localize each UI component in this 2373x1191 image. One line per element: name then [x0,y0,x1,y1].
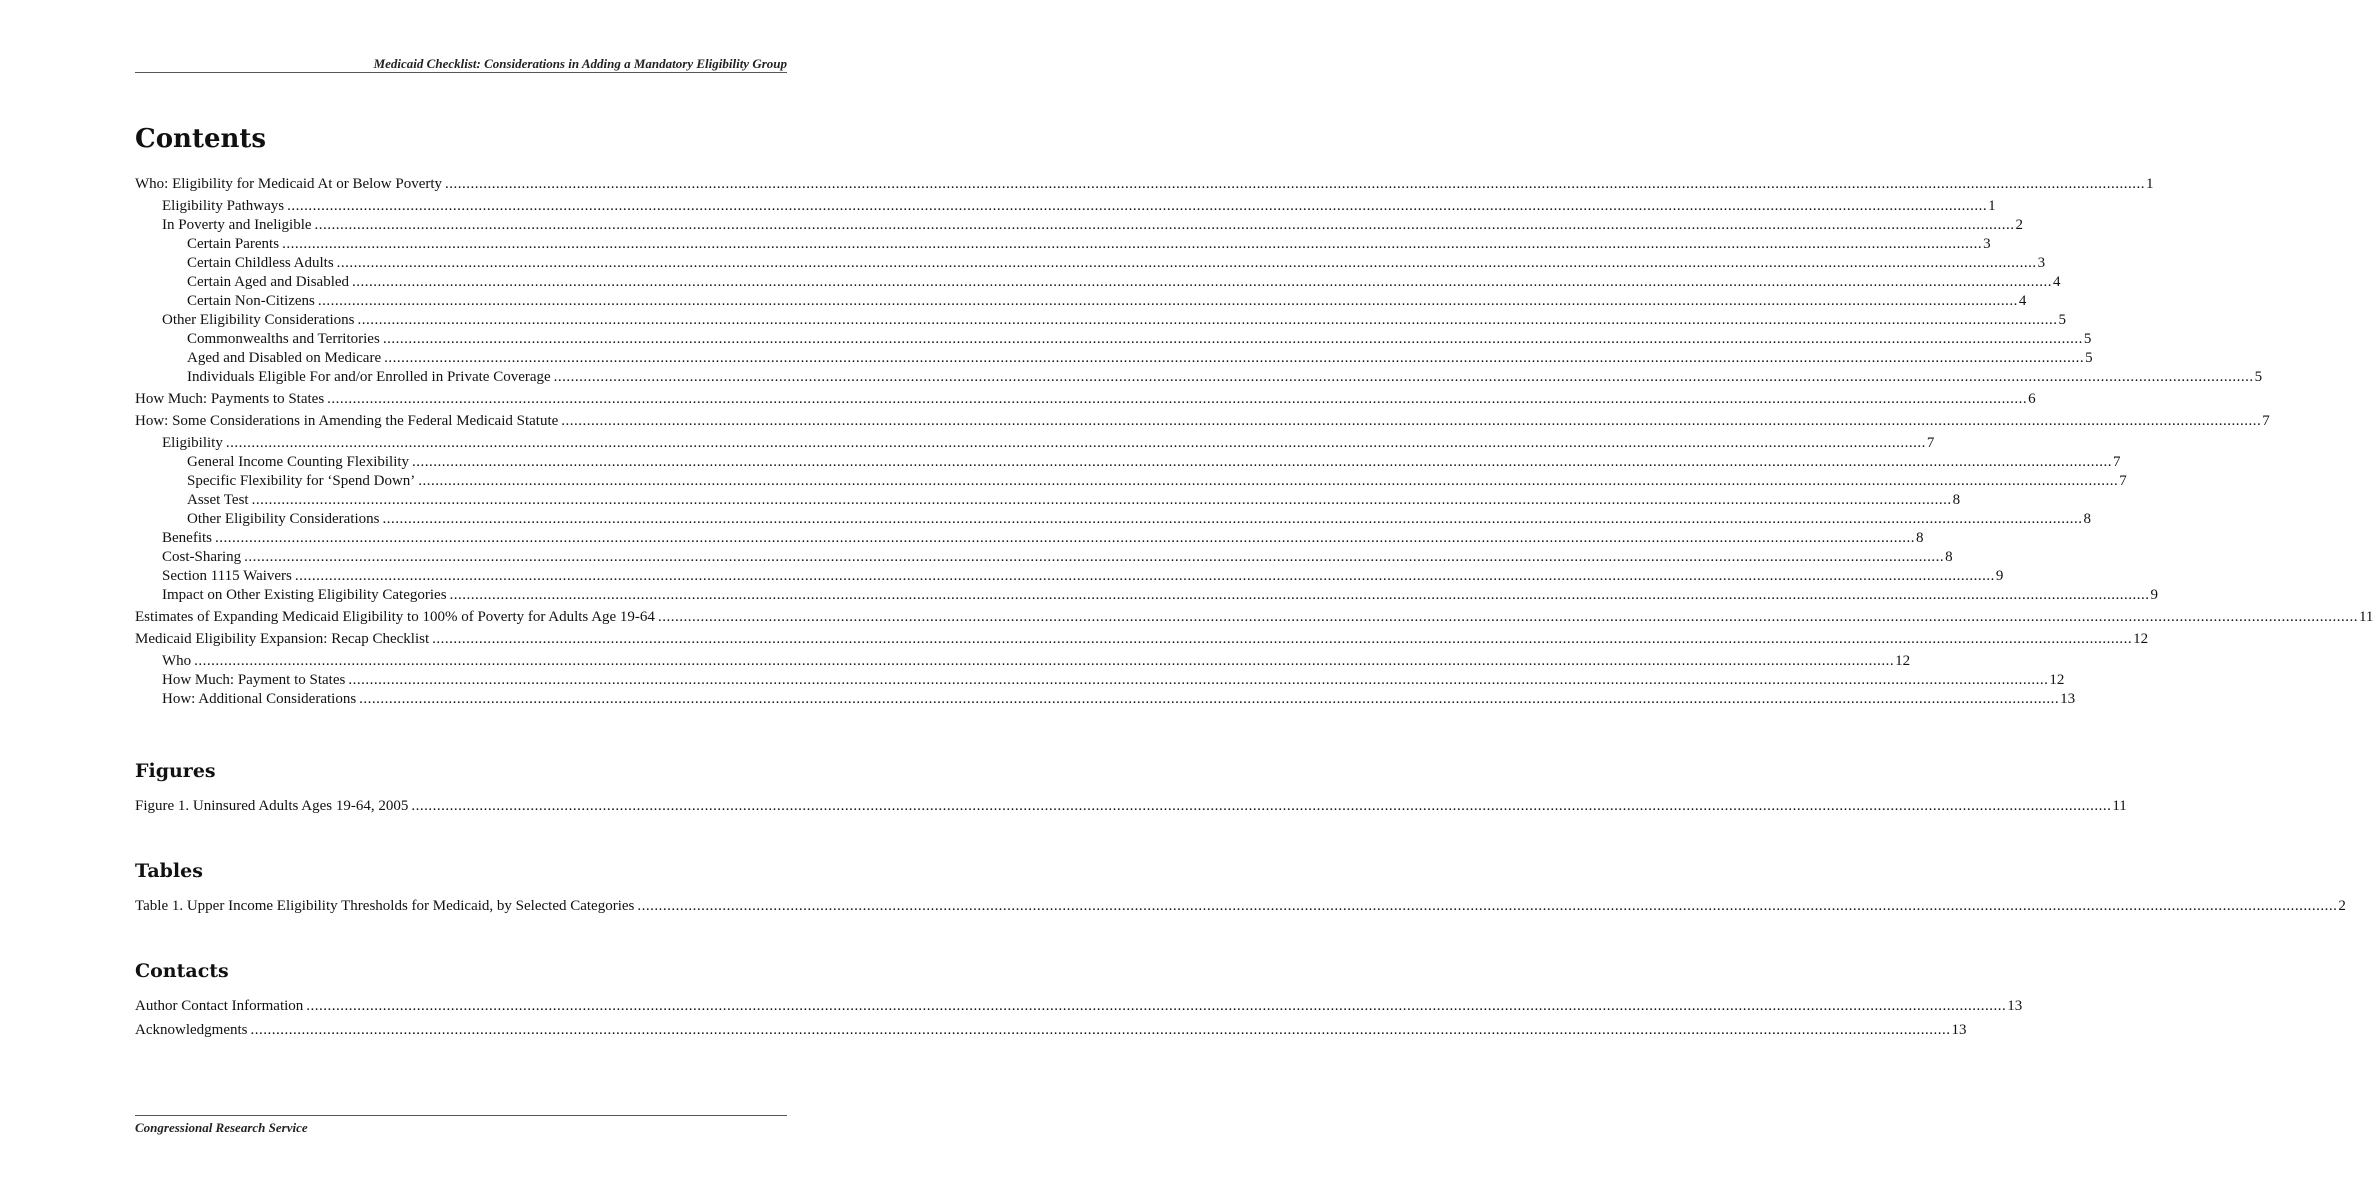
toc-entry[interactable] [135,368,2263,387]
dot-leader: ................................................................................................................................................................................................................................................................................................................................................................................................................ [352,274,2053,290]
running-footer: Congressional Research Service [135,1120,308,1135]
toc-entry[interactable] [135,311,2066,330]
toc-entry[interactable] [135,216,2024,235]
dot-leader: ................................................................................................................................................................................................................................................................................................................................................................................................................ [382,511,2083,527]
toc-entry-label: Eligibility [162,435,223,451]
toc-entry-label: Benefits [162,530,212,546]
dot-leader: ................................................................................................................................................................................................................................................................................................................................................................................................................ [287,198,1988,214]
dot-leader: ................................................................................................................................................................................................................................................................................................................................................................................................................ [336,255,2037,271]
toc-entry-label: Who: Eligibility for Medicaid At or Below Poverty [135,176,443,192]
dot-leader: ................................................................................................................................................................................................................................................................................................................................................................................................................ [553,369,2254,385]
dot-leader: ................................................................................................................................................................................................................................................................................................................................................................................................................ [225,435,1926,451]
toc-entry-page-number: 13 [2060,691,2076,707]
dot-leader: ................................................................................................................................................................................................................................................................................................................................................................................................................ [382,331,2083,347]
toc-entry[interactable] [135,652,1911,671]
dot-leader: ................................................................................................................................................................................................................................................................................................................................................................................................................ [314,217,2015,233]
dot-leader: ................................................................................................................................................................................................................................................................................................................................................................................................................ [449,587,2150,603]
toc-entry[interactable] [135,491,1961,510]
toc-entry[interactable] [135,349,2093,368]
toc-entry-page-number: 7 [1926,435,1935,451]
dot-leader: ................................................................................................................................................................................................................................................................................................................................................................................................................ [412,454,2113,470]
toc-entry[interactable] [135,529,1924,548]
toc-entry-page-number: 11 [2112,798,2127,814]
toc-entry-label: Individuals Eligible For and/or Enrolled in Private Coverage [187,369,551,385]
toc-entry-page-number: 12 [1895,653,1911,669]
header-rule [135,72,787,73]
toc-entry-page-number: 8 [1952,492,1961,508]
toc-entry-label: Asset Test [187,492,249,508]
dot-leader: ................................................................................................................................................................................................................................................................................................................................................................................................................ [561,413,2262,429]
dot-leader: ................................................................................................................................................................................................................................................................................................................................................................................................................ [250,1022,1951,1038]
toc-entry-page-number: 6 [2028,391,2036,407]
toc-entry-label: How: Additional Considerations [162,691,357,707]
toc-entry-page-number: 2 [2338,898,2346,914]
toc-entry-label: Certain Parents [187,236,280,252]
toc-entry[interactable] [135,453,2121,472]
toc-entry-page-number: 4 [2053,274,2061,290]
toc-entry-label: Author Contact Information [135,998,304,1014]
toc-entry-page-number: 13 [1951,1022,1967,1038]
toc-entry[interactable] [135,390,2036,409]
toc-entry[interactable] [135,548,1953,567]
toc-entry-page-number: 12 [2049,672,2065,688]
figures-heading: Figures [135,760,216,782]
toc-entry-page-number: 13 [2007,998,2023,1014]
toc-entry-label: How Much: Payments to States [135,391,325,407]
contacts-heading: Contacts [135,960,229,982]
toc-entry-label: Who [162,653,192,669]
toc-entry-page-number: 11 [2358,609,2373,625]
toc-entry-label: Eligibility Pathways [162,198,285,214]
dot-leader: ................................................................................................................................................................................................................................................................................................................................................................................................................ [637,898,2338,914]
toc-entry-label: General Income Counting Flexibility [187,454,410,470]
toc-entry[interactable] [135,434,1935,453]
dot-leader: ................................................................................................................................................................................................................................................................................................................................................................................................................ [244,549,1945,565]
toc-entry-page-number: 1 [1988,198,1996,214]
toc-entry-label: In Poverty and Ineligible [162,217,312,233]
toc-entry[interactable] [135,897,2346,916]
toc-entry-label: Table 1. Upper Income Eligibility Thresholds for Medicaid, by Selected Categories [135,898,635,914]
toc-entry-page-number: 7 [2113,454,2121,470]
toc-entry-label: Impact on Other Existing Eligibility Categories [162,587,447,603]
toc-entry-label: Figure 1. Uninsured Adults Ages 19-64, 2005 [135,798,409,814]
toc-entry-page-number: 8 [1945,549,1953,565]
dot-leader: ................................................................................................................................................................................................................................................................................................................................................................................................................ [194,653,1895,669]
footer-rule [135,1115,787,1116]
toc-entry-label: Other Eligibility Considerations [187,511,380,527]
toc-entry-page-number: 12 [2133,631,2149,647]
dot-leader: ................................................................................................................................................................................................................................................................................................................................................................................................................ [215,530,1915,546]
toc-entry-label: Cost-Sharing [162,549,242,565]
dot-leader: ................................................................................................................................................................................................................................................................................................................................................................................................................ [411,798,2112,814]
toc-entry[interactable] [135,608,2373,627]
toc-entry-page-number: 7 [2262,413,2270,429]
toc-entry-page-number: 5 [2085,350,2093,366]
dot-leader: ................................................................................................................................................................................................................................................................................................................................................................................................................ [251,492,1952,508]
dot-leader: ................................................................................................................................................................................................................................................................................................................................................................................................................ [384,350,2085,366]
dot-leader: ................................................................................................................................................................................................................................................................................................................................................................................................................ [282,236,1983,252]
toc-entry-label: Aged and Disabled on Medicare [187,350,382,366]
dot-leader: ................................................................................................................................................................................................................................................................................................................................................................................................................ [317,293,2018,309]
running-header: Medicaid Checklist: Considerations in Adding a Mandatory Eligibility Group [373,56,787,71]
toc-entry-page-number: 9 [1995,568,2004,584]
toc-entry[interactable] [135,797,2127,816]
dot-leader: ................................................................................................................................................................................................................................................................................................................................................................................................................ [359,691,2060,707]
toc-entry[interactable] [135,690,2076,709]
contents-heading: Contents [135,124,267,154]
toc-entry[interactable] [135,1021,1967,1040]
toc-entry-page-number: 8 [1916,530,1924,546]
toc-entry-page-number: 4 [2018,293,2027,309]
toc-entry-page-number: 3 [2037,255,2046,271]
dot-leader: ................................................................................................................................................................................................................................................................................................................................................................................................................ [445,176,2146,192]
toc-entry[interactable] [135,671,2065,690]
dot-leader: ................................................................................................................................................................................................................................................................................................................................................................................................................ [294,568,1995,584]
toc-entry-label: Commonwealths and Territories [187,331,380,347]
toc-entry-page-number: 5 [2083,331,2092,347]
toc-entry[interactable] [135,330,2092,349]
toc-entry-page-number: 5 [2058,312,2066,328]
dot-leader: ................................................................................................................................................................................................................................................................................................................................................................................................................ [327,391,2028,407]
toc-entry-label: Other Eligibility Considerations [162,312,355,328]
toc-entry[interactable] [135,235,1991,254]
toc-entry-label: Certain Aged and Disabled [187,274,350,290]
toc-entry[interactable] [135,175,2154,194]
toc-entry-page-number: 8 [2083,511,2091,527]
toc-entry-page-number: 2 [2015,217,2024,233]
toc-entry-label: How: Some Considerations in Amending the Federal Medicaid Statute [135,413,559,429]
toc-entry-page-number: 9 [2150,587,2159,603]
dot-leader: ................................................................................................................................................................................................................................................................................................................................................................................................................ [357,312,2058,328]
toc-entry-label: Section 1115 Waivers [162,568,292,584]
dot-leader: ................................................................................................................................................................................................................................................................................................................................................................................................................ [348,672,2049,688]
tables-heading: Tables [135,860,203,882]
toc-entry[interactable] [135,567,2004,586]
toc-entry[interactable] [135,586,2159,605]
toc-entry-label: Certain Non-Citizens [187,293,315,309]
toc-entry-label: Acknowledgments [135,1022,248,1038]
toc-entry[interactable] [135,273,2061,292]
toc-entry[interactable] [135,292,2027,311]
toc-entry-label: Medicaid Eligibility Expansion: Recap Checklist [135,631,430,647]
toc-entry-label: How Much: Payment to States [162,672,346,688]
toc-entry-label: Specific Flexibility for ‘Spend Down’ [187,473,416,489]
toc-entry[interactable] [135,412,2270,431]
dot-leader: ................................................................................................................................................................................................................................................................................................................................................................................................................ [432,631,2133,647]
toc-entry[interactable] [135,510,2091,529]
toc-entry[interactable] [135,997,2023,1016]
dot-leader: ................................................................................................................................................................................................................................................................................................................................................................................................................ [418,473,2119,489]
dot-leader: ................................................................................................................................................................................................................................................................................................................................................................................................................ [306,998,2007,1014]
toc-entry-page-number: 5 [2254,369,2263,385]
toc-entry-page-number: 1 [2146,176,2154,192]
toc-entry[interactable] [135,472,2127,491]
toc-entry-page-number: 7 [2119,473,2127,489]
toc-entry[interactable] [135,197,1996,216]
toc-entry-page-number: 3 [1983,236,1991,252]
toc-entry-label: Certain Childless Adults [187,255,334,271]
toc-entry[interactable] [135,630,2149,649]
toc-entry-label: Estimates of Expanding Medicaid Eligibility to 100% of Poverty for Adults Age 19-64 [135,609,655,625]
dot-leader: ................................................................................................................................................................................................................................................................................................................................................................................................................ [657,609,2358,625]
toc-entry[interactable] [135,254,2046,273]
